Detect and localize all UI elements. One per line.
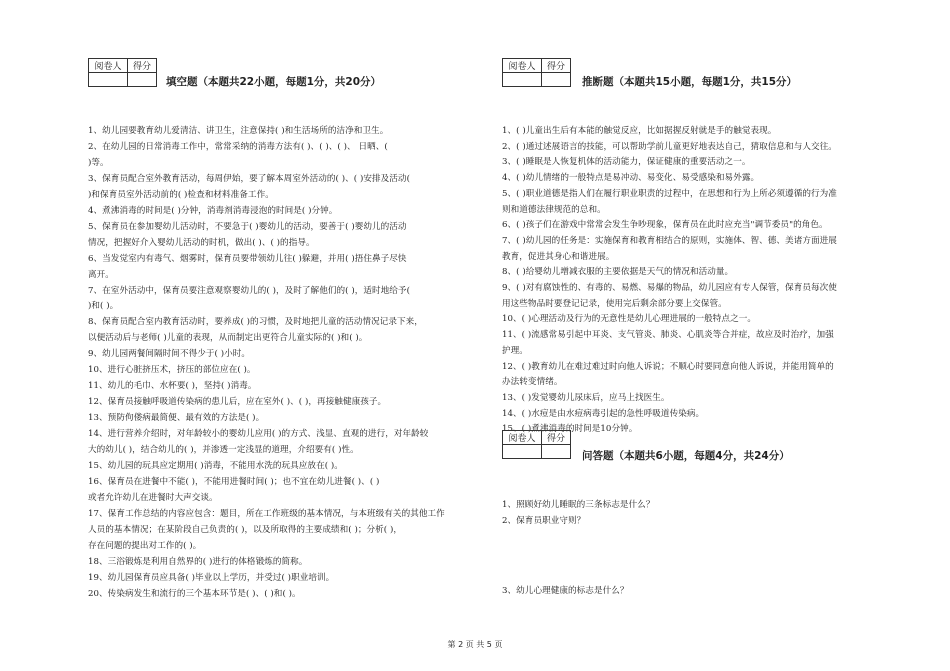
fill-blank-line: 4、煮沸消毒的时间是( )分钟，消毒剂消毒浸泡的时间是( )分钟。: [88, 205, 338, 216]
fill-blank-line: 存在问题的提出对工作的( )。: [88, 540, 202, 551]
reviewer-cell: [503, 73, 542, 87]
fill-blank-line: 7、在室外活动中，保育员要注意观察婴幼儿的( )，及时了解他们的( )，适时地给予(: [88, 285, 410, 296]
fill-blank-line: )等。: [88, 157, 109, 168]
fill-blank-line: 以便活动后与老师( )儿童的表现，从而制定出更符合儿童实际的( )和( )。: [88, 333, 368, 344]
score-box-judgment: [502, 58, 571, 87]
score-label: 得分: [542, 59, 571, 73]
fill-blank-line: 15、幼儿园的玩具应定期用( )消毒，不能用水洗的玩具应放在( )。: [88, 460, 343, 471]
judgment-line: 10、( )心理活动及行为的无意性是幼儿心理进展的一般特点之一。: [502, 314, 757, 325]
fill-blank-line: 5、保育员在参加婴幼儿活动时，不要急于( )婴幼儿的活动，要善于( )婴幼儿的活动: [88, 221, 407, 232]
judgment-line: 3、( )睡眠是人恢复机体的活动能力，保证健康的重要活动之一。: [502, 157, 751, 168]
fill-blank-line: 9、幼儿园两餐间隔时间不得少于( )小时。: [88, 349, 251, 360]
score-cell: [542, 73, 571, 87]
fill-blank-line: )和( )。: [88, 301, 119, 312]
judgment-line: 11、( )流感常易引起中耳炎、支气管炎、肺炎、心肌炎等合并症，故应及时治疗，加强: [502, 330, 834, 341]
fill-blank-line: 20、传染病发生和流行的三个基本环节是( )、( )和( )。: [88, 588, 301, 599]
score-cell: [542, 445, 571, 459]
judgment-line: 6、( )孩子们在游戏中常常会发生争吵现象，保育员在此时应充当"调节委员"的角色。: [502, 220, 828, 231]
qa-title: 问答题（本题共6小题，每题4分，共24分）: [582, 450, 790, 462]
judgment-line: 2、( )通过述展语言的技能，可以帮助学前儿童更好地表达自己，猜取信息和与人交往。: [502, 141, 837, 152]
fill-blank-line: 情况，把握好介入婴幼儿活动的时机，做出( )、( )的指导。: [88, 237, 315, 248]
fill-blank-line: 17、保育工作总结的内容应包含：题目，所在工作班级的基本情况，与本班级有关的其他工作: [88, 508, 445, 519]
qa-question-1: 1、照顾好幼儿睡眠的三条标志是什么？: [502, 500, 655, 510]
qa-question-2: 2、保育员职业守则？: [502, 516, 586, 526]
judgment-line: 15、( )煮沸消毒的时间是10分钟。: [502, 424, 638, 435]
fill-blank-line: 10、进行心脏挤压术，挤压的部位应在( )。: [88, 365, 256, 376]
fill-blank-line: 6、当发觉室内有毒气、烟雾时，保育员要带领幼儿往( )躲避，并用( )捂住鼻子尽快: [88, 253, 407, 264]
reviewer-label: 阅卷人: [503, 59, 542, 73]
fill-blank-line: )和保育员室外活动前的( )检查和材料准备工作。: [88, 189, 274, 200]
judgment-line: 14、( )水痘是由水痘病毒引起的急性呼吸道传染病。: [502, 408, 705, 419]
fill-blank-line: 人员的基本情况；在某阶段自己负责的( )，以及所取得的主要成绩和( )；分析( )，: [88, 524, 403, 535]
judgment-line: 教育，促进其身心和谐进展。: [502, 251, 615, 262]
qa-question-3: 3、幼儿心理健康的标志是什么？: [502, 586, 629, 596]
reviewer-cell: [89, 73, 128, 87]
judgment-line: 9、( )对有腐蚀性的、有毒的、易燃、易爆的物品，幼儿园应有专人保管，保育员每次使: [502, 283, 837, 293]
score-cell: [128, 73, 157, 87]
reviewer-label: 阅卷人: [503, 431, 542, 445]
judgment-line: 护理。: [502, 345, 528, 356]
score-box-qa: [502, 430, 571, 459]
fill-blank-line: 3、保育员配合室外教育活动，每周伊始，要了解本周室外活动的( )、( )安排及活动(: [88, 173, 410, 184]
fill-blank-line: 13、预防佝偻病最简便、最有效的方法是( )。: [88, 413, 265, 424]
fill-blank-line: 1、幼儿园要教育幼儿爱清洁、讲卫生，注意保持( )和生活场所的洁净和卫生。: [88, 126, 389, 136]
score-label: 得分: [542, 431, 571, 445]
score-label: 得分: [128, 59, 157, 73]
fill-blank-line: 12、保育员接触呼吸道传染病的患儿后，应在室外( )、( )，再接触健康孩子。: [88, 397, 387, 408]
fill-blank-line: 8、保育员配合室内教育活动时，要养成( )的习惯，及时地把儿童的活动情况记录下来，: [88, 317, 423, 328]
judgment-line: 办法转变情绪。: [502, 377, 563, 388]
fill-blank-line: 11、幼儿的毛巾、水杯要( )，坚持( )消毒。: [88, 381, 257, 392]
fill-blank-line: 19、幼儿园保育员应具备( )毕业以上学历，并受过( )职业培训。: [88, 572, 335, 583]
fill-blank-line: 14、进行营养介绍时，对年龄较小的婴幼儿应用( )的方式、浅显、直观的进行，对年龄较: [88, 429, 429, 440]
judgment-line: 8、( )给婴幼儿增减衣服的主要依据是天气的情况和活动量。: [502, 267, 734, 278]
judgment-line: 则和道德法律规范的总和。: [502, 204, 606, 215]
judgment-line: 13、( )发觉婴幼儿尿床后，应马上找医生。: [502, 392, 670, 403]
judgment-title: 推断题（本题共15小题，每题1分，共15分）: [582, 76, 798, 88]
page-footer: 第 2 页 共 5 页: [447, 640, 503, 649]
judgment-line: 7、( )幼儿园的任务是：实施保育和教育相结合的原则，实施体、智、德、美诸方面进展: [502, 235, 837, 246]
reviewer-label: 阅卷人: [89, 59, 128, 73]
judgment-line: 用这些物品时要登记记录，使用完后剩余部分要上交保管。: [502, 298, 727, 309]
fill-blank-title: 填空题（本题共22小题，每题1分，共20分）: [166, 76, 382, 88]
judgment-line: 1、( )儿童出生后有本能的触觉反应，比如据握反射就是手的触觉表现。: [502, 126, 777, 136]
judgment-line: 4、( )幼儿情绪的一般特点是易冲动、易变化、易受感染和易外露。: [502, 173, 760, 184]
fill-blank-line: 离开。: [88, 269, 114, 280]
score-box-fill-blank: [88, 58, 157, 87]
fill-blank-line: 或者允许幼儿在进餐时大声交谈。: [88, 492, 218, 503]
fill-blank-line: 16、保育员在进餐中不能( )，不能用进餐时间( )；也不宜在幼儿进餐( )、( ): [88, 476, 380, 487]
fill-blank-line: 2、在幼儿园的日常消毒工作中，常常采纳的消毒方法有( )、( )、( )、 日晒、(: [88, 141, 388, 152]
judgment-line: 12、( )教育幼儿在难过难过时向他人诉说；不顺心时要同意向他人诉说，并能用简单的: [502, 361, 834, 372]
judgment-line: 5、( )职业道德是指人们在履行职业职责的过程中，在思想和行为上所必须遵循的行为准: [502, 188, 837, 199]
fill-blank-line: 18、三浴锻炼是利用自然界的( )进行的体格锻炼的简称。: [88, 556, 308, 567]
reviewer-cell: [503, 445, 542, 459]
fill-blank-line: 大的幼儿( )，结合幼儿的( )，并渗透一定浅显的道理，介绍要有( )性。: [88, 445, 359, 455]
